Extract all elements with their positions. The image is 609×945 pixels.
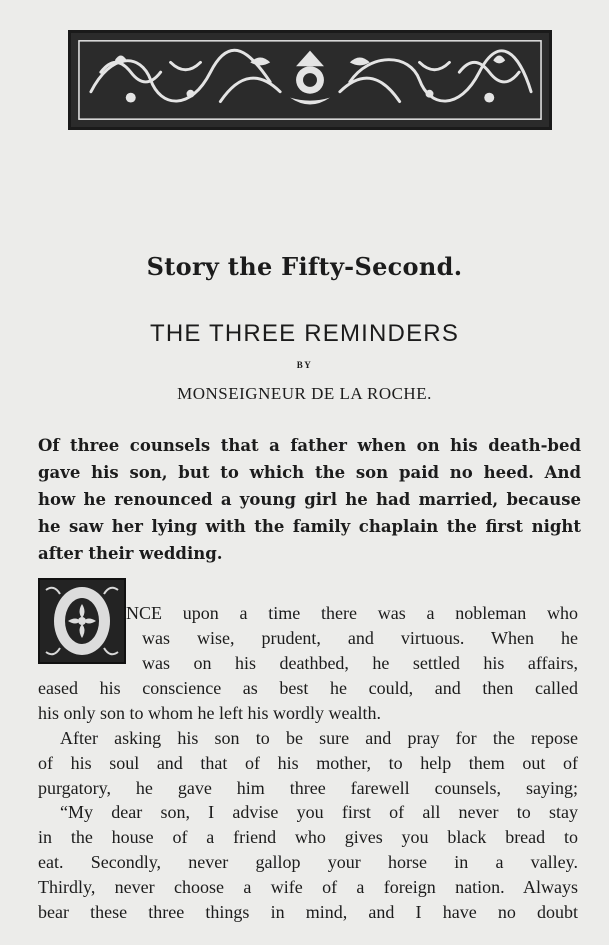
text-line: of his soul and that of his mother, to help them out of bbox=[38, 753, 578, 773]
paragraph-1-first-line: NCE upon a time there was a nobleman who bbox=[126, 603, 578, 623]
text-line: purgatory, he gave him three farewell counsels, saying; bbox=[38, 778, 578, 798]
paragraph-2 bbox=[38, 726, 578, 801]
text-line: was on his deathbed, he settled his affairs, bbox=[142, 653, 578, 673]
text-line: “My dear son, I advise you first of all never to stay bbox=[60, 802, 578, 822]
text-line: Thirdly, never choose a wife of a foreign nation. Always bbox=[38, 877, 578, 897]
paragraph-1-rest bbox=[38, 676, 578, 726]
page-title: THE THREE REMINDERS bbox=[149, 320, 460, 347]
text-line: eased his conscience as best he could, and then called bbox=[38, 678, 578, 698]
text-line: eat. Secondly, never gallop your horse in a valley. bbox=[38, 852, 578, 872]
byline-label: BY bbox=[296, 360, 313, 370]
ornamental-headpiece bbox=[68, 30, 552, 130]
summary-line: he saw her lying with the family chaplain the first night bbox=[38, 517, 581, 536]
story-title: Story the Fifty-Second. bbox=[146, 252, 463, 281]
author-name: MONSEIGNEUR DE LA ROCHE. bbox=[177, 384, 432, 403]
text-line: bear these three things in mind, and I have no doubt bbox=[38, 902, 578, 922]
drop-cap bbox=[38, 578, 126, 664]
text-line: After asking his son to be sure and pray for the repose bbox=[60, 728, 578, 748]
summary-line: Of three counsels that a father when on his death-bed bbox=[38, 436, 581, 455]
drop-cap-letter bbox=[40, 662, 41, 663]
paragraph-1-indented bbox=[142, 626, 578, 676]
text-line: in the house of a friend who gives you black bread to bbox=[38, 827, 578, 847]
ornament-icon bbox=[71, 33, 549, 127]
summary-line: after their wedding. bbox=[38, 544, 223, 563]
text-line: his only son to whom he left his wordly wealth. bbox=[38, 703, 381, 723]
summary-line: gave his son, but to which the son paid no heed. And bbox=[38, 463, 581, 482]
drop-cap-o-icon bbox=[40, 580, 124, 662]
story-summary bbox=[38, 432, 581, 567]
summary-line: how he renounced a young girl he had married, because bbox=[38, 490, 581, 509]
text-line: was wise, prudent, and virtuous. When he bbox=[142, 628, 578, 648]
paragraph-3 bbox=[38, 800, 578, 925]
